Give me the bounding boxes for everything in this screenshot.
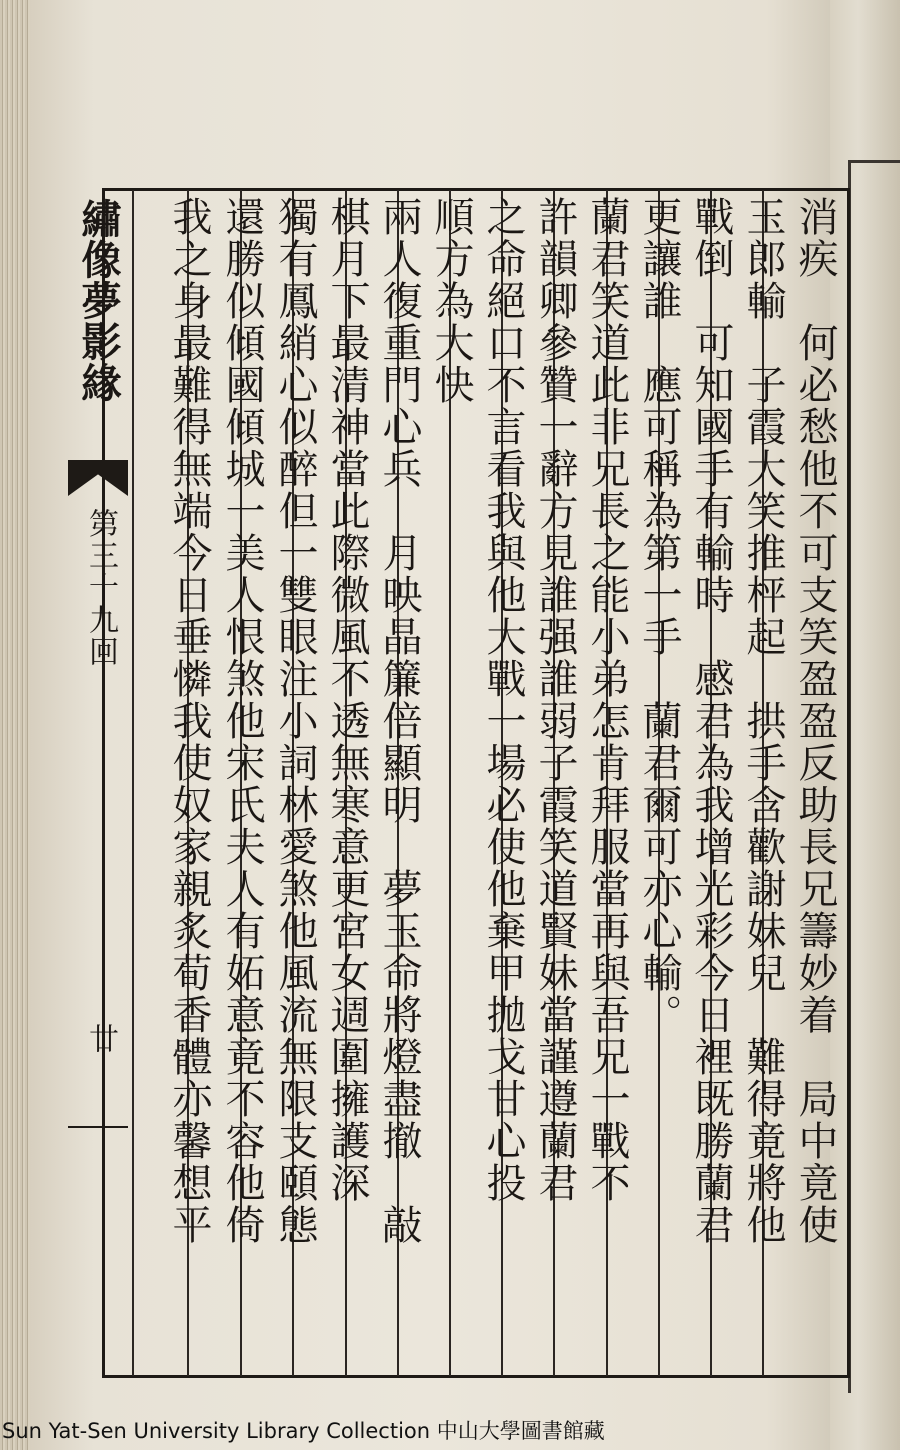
text-column-1: 消疾 何必愁他不可支笑盈盈反助長兄籌妙着 局中竟使 [792,196,838,1246]
book-page [30,0,838,1450]
left-page-stack [0,0,32,1450]
fishtail-mark [68,460,128,496]
text-column-12: 還勝似傾國傾城一美人恨煞他宋氏夫人有妬意竟不容他倚 [219,196,265,1246]
chapter-label: 第三十九回 [83,508,118,668]
next-page-frame-edge [848,160,900,1393]
column-rule [132,190,134,1376]
page-number: 廿 [83,1023,118,1053]
text-column-3: 戰倒 可知國手有輸時 感君為我增光彩今日裡既勝蘭君 [688,196,734,1246]
text-column-5: 蘭君笑道此非兄長之能小弟怎肯拜服當再與吾兄一戰不 [584,196,630,1204]
page-margin-column [68,198,128,1368]
text-column-7: 之命絕口不言看我與他大戰一場必使他棄甲拋戈甘心投 [480,196,526,1204]
text-column-9: 兩人復重門心兵 月映晶簾倍顯明 夢玉命將燈盡撤 敲 [376,196,422,1246]
library-caption: Sun Yat-Sen University Library Collection 中山大學圖書館藏 [2,1419,605,1443]
text-column-4: 更讓誰 應可稱為第一手 蘭君爾可亦心輸。 [636,196,682,1036]
text-border-frame [102,188,850,1378]
text-column-10: 棋月下最清神當此際微風不透無寒意更宮女週圍擁護深 [324,196,370,1204]
text-column-2: 玉郎輸 子霞大笑推枰起 拱手含歡謝妹兒 難得竟將他 [740,196,786,1246]
text-column-8: 順方為大快 [428,196,474,406]
text-column-6: 許韻卿參贊一辭方見誰强誰弱子霞笑道賢妹當謹遵蘭君 [532,196,578,1204]
margin-divider [68,1126,128,1128]
text-column-11: 獨有鳳綃心似醉但一雙眼注小詞林愛煞他風流無限支頤態 [272,196,318,1246]
text-column-13: 我之身最難得無端今日垂憐我使奴家親炙荀香體亦馨想平 [166,196,212,1246]
book-title: 繡像夢影緣 [75,198,122,403]
